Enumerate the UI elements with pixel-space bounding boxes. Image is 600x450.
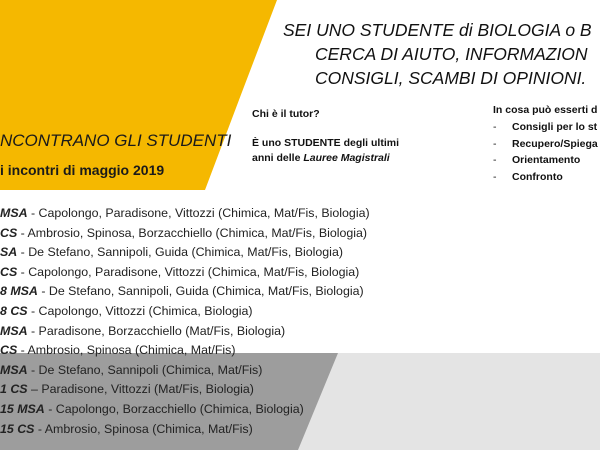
schedule-date: CS [0, 343, 18, 358]
schedule-row [0, 243, 370, 263]
schedule-row [0, 341, 370, 361]
schedule-row [0, 204, 370, 224]
schedule-names: - Ambrosio, Spinosa (Chimica, Mat/Fis) [34, 421, 253, 436]
tutor-answer-line-1: È uno STUDENTE degli ultimi [252, 137, 399, 149]
headline [283, 18, 600, 90]
schedule-names: - De Stefano, Sannipoli, Guida (Chimica, Mat/Fis, Biologia) [17, 245, 343, 260]
schedule-row [0, 380, 370, 400]
help-item: - Recupero/Spiega [493, 137, 598, 150]
schedule-list [0, 204, 370, 439]
schedule-names: - Capolongo, Paradisone, Vittozzi (Chimica, Mat/Fis, Biologia) [17, 264, 360, 279]
headline-line-2: CERCA DI AIUTO, INFORMAZION [315, 44, 588, 64]
schedule-row [0, 322, 370, 342]
banner-subtitle: i incontri di maggio 2019 [0, 162, 165, 178]
schedule-row [0, 361, 370, 381]
tutor-answer-text: anni delle [252, 152, 304, 164]
banner-title: NCONTRANO GLI STUDENTI [0, 131, 232, 150]
schedule-names: - Capolongo, Vittozzi (Chimica, Biologia) [27, 303, 253, 318]
schedule-date: 15 CS [0, 421, 35, 436]
schedule-date: 8 MSA [0, 284, 38, 299]
schedule-row [0, 263, 370, 283]
schedule-names: - De Stefano, Sannipoli, Guida (Chimica, Mat/Fis, Biologia) [37, 284, 364, 299]
schedule-names: - Ambrosio, Spinosa, Borzacchiello (Chimica, Mat/Fis, Biologia) [17, 225, 368, 240]
schedule-names: - Ambrosio, Spinosa (Chimica, Mat/Fis) [17, 343, 236, 358]
headline-line-3: CONSIGLI, SCAMBI DI OPINIONI. [315, 68, 587, 88]
help-item: - Orientamento [493, 154, 581, 166]
schedule-date: 15 MSA [0, 401, 45, 416]
tutor-answer-line-2 [252, 151, 399, 166]
schedule-names: - Capolongo, Paradisone, Vittozzi (Chimica, Mat/Fis, Biologia) [27, 206, 370, 220]
help-section [493, 104, 598, 187]
schedule-date: CS [0, 225, 18, 240]
tutor-question: Chi è il tutor? [252, 108, 320, 120]
help-item: - Confronto [493, 170, 563, 183]
schedule-date: 1 CS [0, 382, 28, 397]
tutor-answer-emphasis: Lauree Magistrali [303, 152, 390, 164]
schedule-names: - De Stefano, Sannipoli (Chimica, Mat/Fis) [27, 362, 263, 377]
schedule-date: MSA [0, 323, 28, 338]
schedule-row [0, 224, 370, 244]
schedule-row [0, 420, 370, 440]
schedule-names: – Paradisone, Vittozzi (Mat/Fis, Biologia) [27, 382, 254, 397]
schedule-row [0, 400, 370, 420]
schedule-date: CS [0, 264, 18, 279]
schedule-names: - Capolongo, Borzacchiello (Chimica, Biologia) [44, 401, 304, 416]
schedule-date: 8 CS [0, 303, 28, 318]
schedule-row [0, 282, 370, 302]
tutor-answer [252, 136, 399, 166]
help-list [493, 121, 598, 187]
tutor-section [252, 108, 399, 166]
headline-line-1: SEI UNO STUDENTE di BIOLOGIA o B [283, 20, 592, 40]
schedule-date: MSA [0, 362, 28, 377]
help-heading: In cosa può esserti d [493, 104, 598, 116]
help-item: - Consigli per lo st [493, 121, 598, 133]
schedule-date: SA [0, 245, 18, 260]
schedule-date: MSA [0, 206, 28, 220]
schedule-names: - Paradisone, Borzacchiello (Mat/Fis, Biologia) [27, 323, 286, 338]
schedule-row [0, 302, 370, 322]
